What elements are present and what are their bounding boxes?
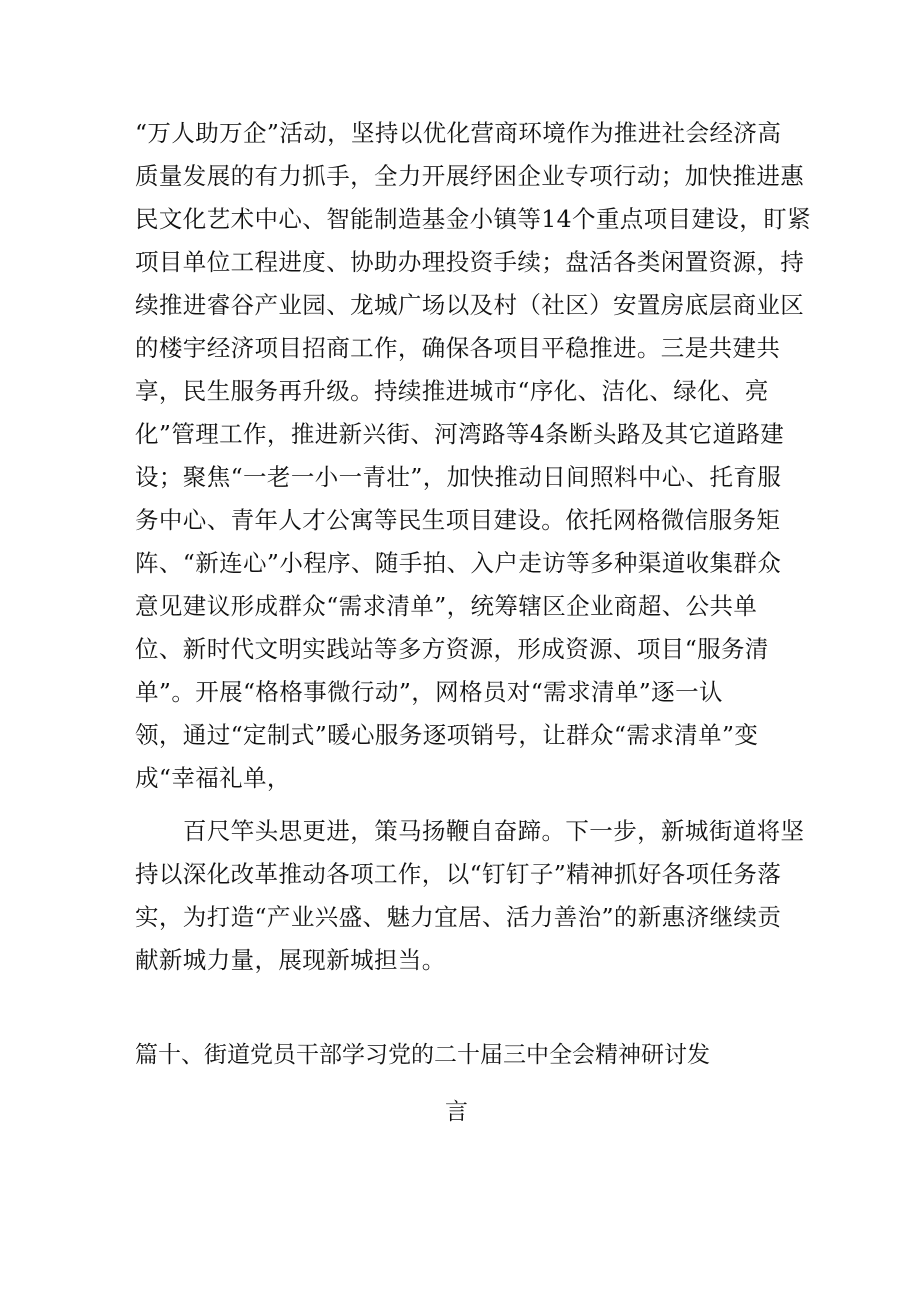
section-heading-line: 言 [445,1099,468,1125]
paragraph-line: 意见建议形成群众“需求清单”，统筹辖区企业商超、公共单 [135,592,758,620]
paragraph-line: 设；聚焦“一老一小一青壮”，加快推动日间照料中心、托育服 [135,463,782,491]
section-heading-line: 篇十、街道党员干部学习党的二十届三中全会精神研讨发 [135,1042,710,1068]
paragraph-line: 质量发展的有力抓手，全力开展纾困企业专项行动；加快推进惠 [135,162,805,190]
paragraph-line: 单”。开展“格格事微行动”，网格员对“需求清单”逐一认 [135,678,723,706]
paragraph-line: 领，通过“定制式”暖心服务逐项销号，让群众“需求清单”变 [135,721,759,749]
paragraph-line: 续推进睿谷产业园、龙城广场以及村（社区）安置房底层商业区 [135,291,805,319]
paragraph-line: 献新城力量，展现新城担当。 [135,946,446,974]
paragraph-line: “万人助万企”活动，坚持以优化营商环境作为推进社会经济高 [135,119,782,147]
paragraph-line: 持以深化改革推动各项工作，以“钉钉子”精神抓好各项任务落 [135,860,782,888]
paragraph-line: 享，民生服务再升级。持续推进城市“序化、洁化、绿化、亮 [135,377,769,405]
paragraph-line: 位、新时代文明实践站等多方资源，形成资源、项目“服务清 [135,635,769,663]
paragraph-line: 民文化艺术中心、智能制造基金小镇等14个重点项目建设，盯紧 [135,205,812,233]
paragraph-line: 化”管理工作，推进新兴街、河湾路等4条断头路及其它道路建 [135,420,785,448]
paragraph-line: 实，为打造“产业兴盛、魅力宜居、活力善治”的新惠济继续贡 [135,903,782,931]
paragraph-line: 百尺竿头思更进，策马扬鞭自奋蹄。下一步，新城街道将坚 [183,817,805,845]
paragraph-line: 成“幸福礼单， [135,764,291,792]
paragraph-line: 的楼宇经济项目招商工作，确保各项目平稳推进。三是共建共 [135,334,781,362]
paragraph-line: 务中心、青年人才公寓等民生项目建设。依托网格微信服务矩 [135,506,781,534]
paragraph-line: 阵、“新连心”小程序、随手拍、入户走访等多种渠道收集群众 [135,549,782,577]
paragraph-line: 项目单位工程进度、协助办理投资手续；盘活各类闲置资源，持 [135,248,805,276]
